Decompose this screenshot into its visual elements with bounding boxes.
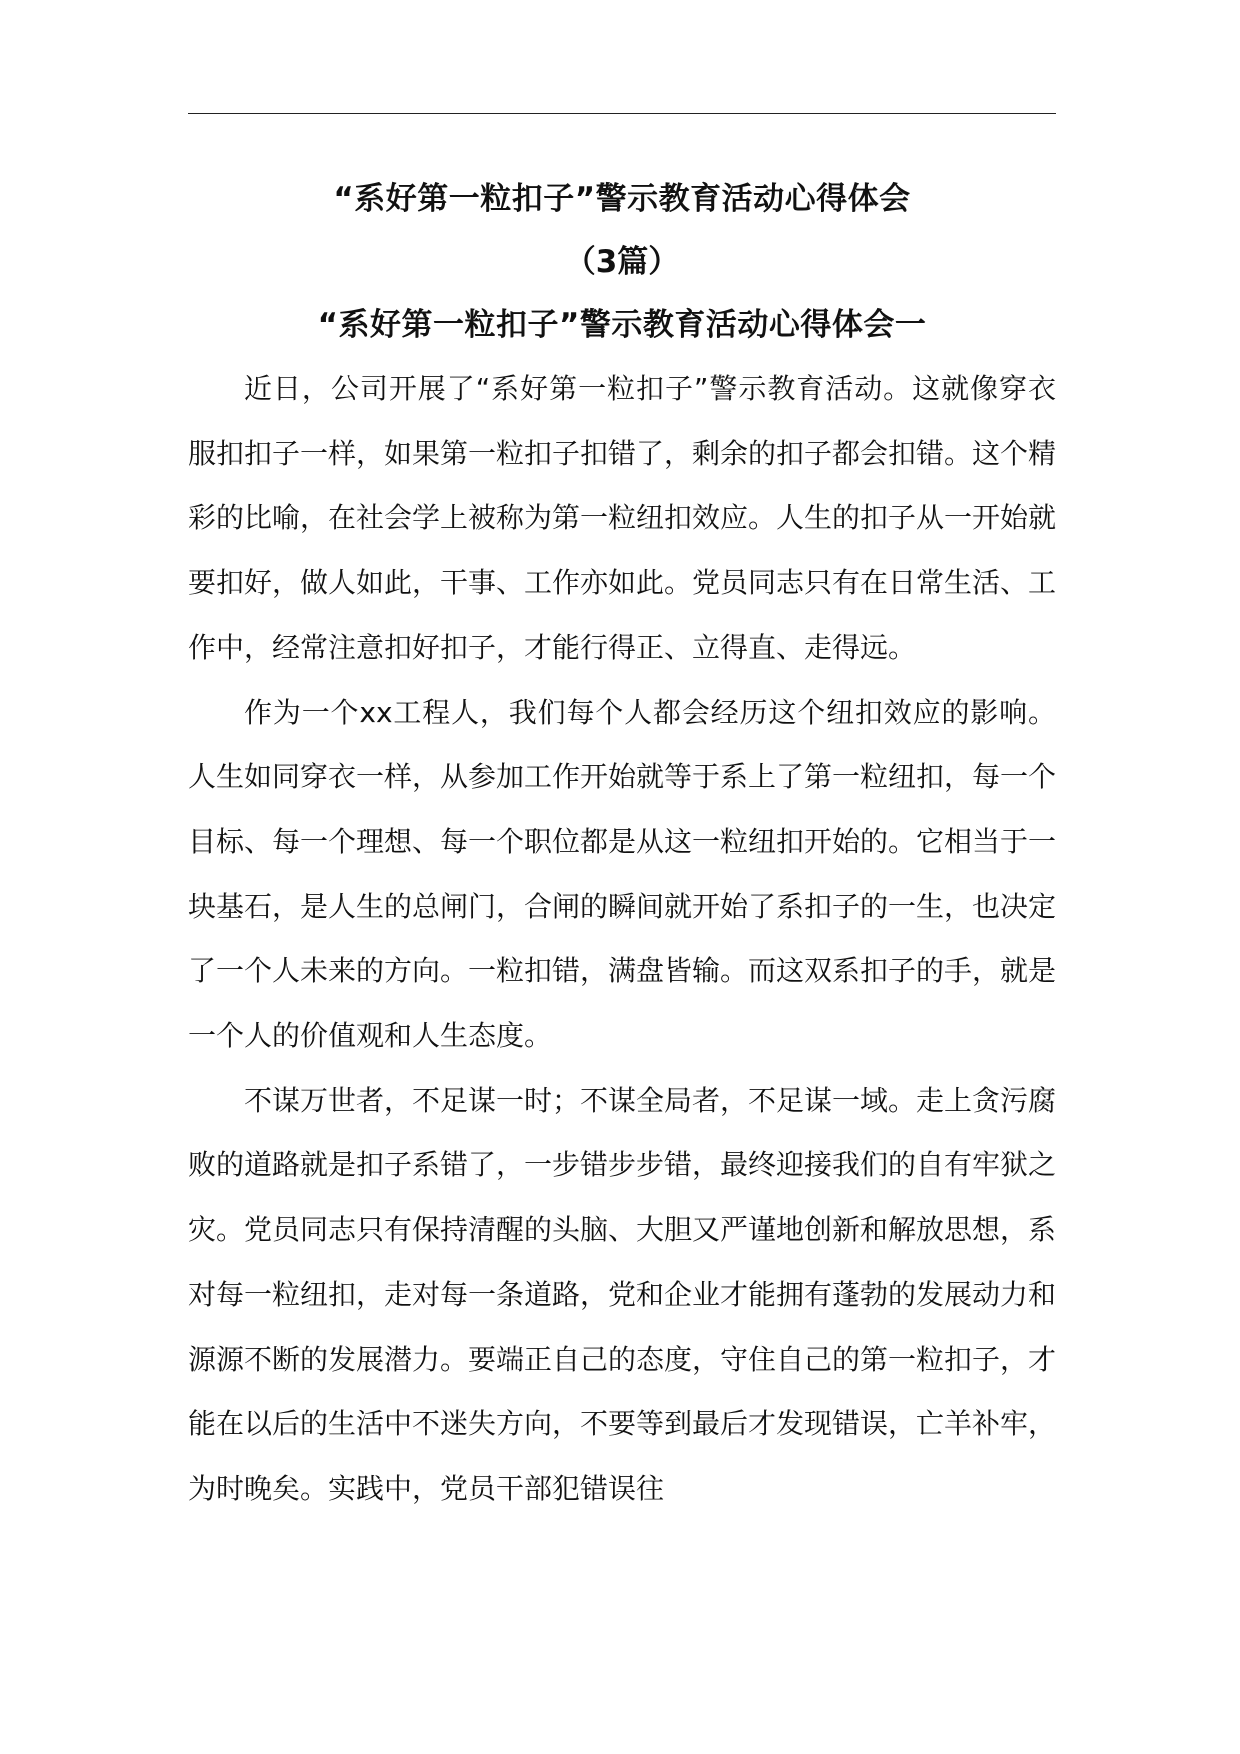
- paragraph-1: 近日，公司开展了“系好第一粒扣子”警示教育活动。这就像穿衣服扣扣子一样，如果第一粒扣子扣错了，剩余的扣子都会扣错。这个精彩的比喻，在社会学上被称为第一粒纽扣效应。人生的扣子从一开始就要扣好，做人如此，干事、工作亦如此。党员同志只有在日常生活、工作中，经常注意扣好扣子，才能行得正、立得直、走得远。: [188, 372, 1057, 664]
- section-title: “系好第一粒扣子”警示教育活动心得体会一: [317, 307, 927, 343]
- paragraph-2: 作为一个xx工程人，我们每个人都会经历这个纽扣效应的影响。人生如同穿衣一样，从参加工作开始就等于系上了第一粒纽扣，每一个目标、每一个理想、每一个职位都是从这一粒纽扣开始的。它相当于一块基石，是人生的总闸门，合闸的瞬间就开始了系扣子的一生，也决定了一个人未来的方向。一粒扣错，满盘皆输。而这双系扣子的手，就是一个人的价值观和人生态度。: [188, 695, 1057, 1053]
- header-rule: [188, 113, 1056, 114]
- paragraph-3: 不谋万世者，不足谋一时；不谋全局者，不足谋一域。走上贪污腐败的道路就是扣子系错了，一步错步步错，最终迎接我们的自有牢狱之灾。党员同志只有保持清醒的头脑、大胆又严谨地创新和解放思想，系对每一粒纽扣，走对每一条道路，党和企业才能拥有蓬勃的发展动力和源源不断的发展潜力。要端正自己的态度，守住自己的第一粒扣子，才能在以后的生活中不迷失方向，不要等到最后才发现错误，亡羊补牢，为时晚矣。实践中，党员干部犯错误往: [188, 1083, 1057, 1505]
- document-title: “系好第一粒扣子”警示教育活动心得体会: [333, 181, 911, 217]
- document-subtitle: （3篇）: [564, 244, 680, 280]
- document-body: [188, 168, 1056, 1522]
